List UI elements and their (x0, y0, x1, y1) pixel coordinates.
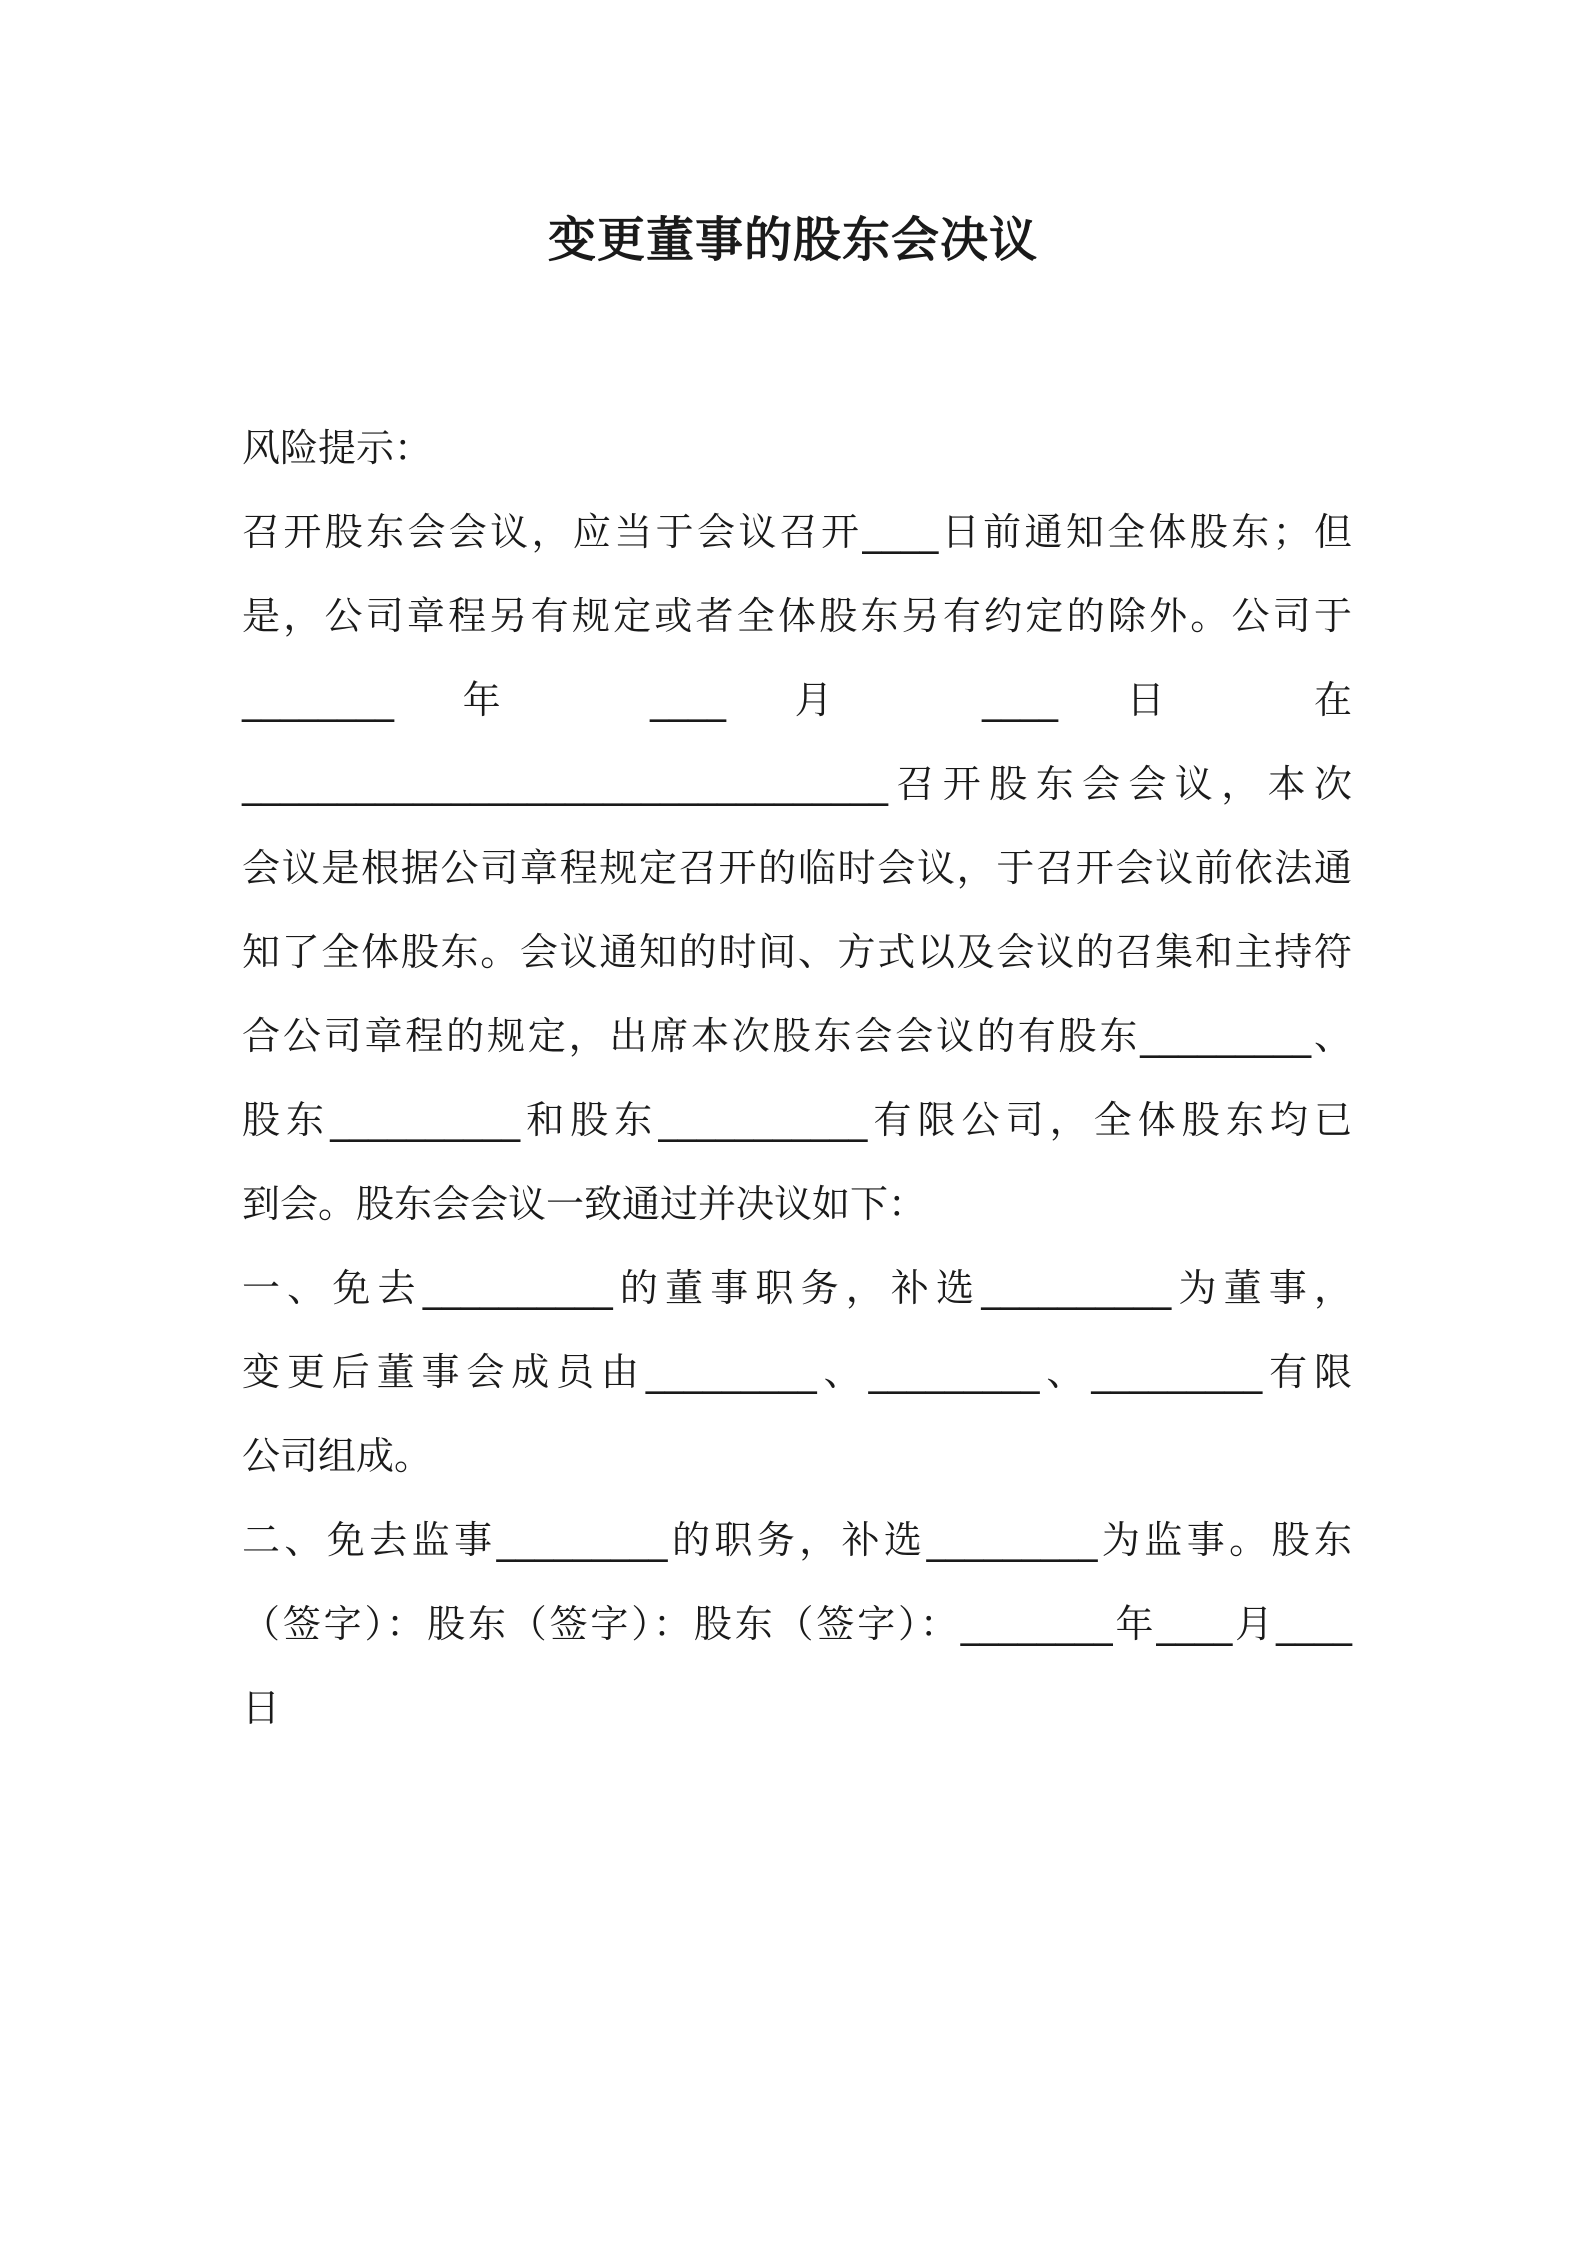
paragraph-line: 变更后董事会成员由_________、_________、_________有限 (242, 1350, 1352, 1394)
resolution-item-1: 一、免去__________的董事职务，补选__________为董事， (242, 1266, 1352, 1310)
document-body (242, 406, 1352, 1750)
paragraph-line: 合公司章程的规定，出席本次股东会会议的有股东_________、 (242, 1014, 1352, 1058)
document-title: 变更董事的股东会决议 (547, 212, 1038, 268)
risk-tip-heading: 风险提示： (242, 426, 433, 470)
paragraph-line: 会议是根据公司章程规定召开的临时会议，于召开会议前依法通 (242, 846, 1352, 890)
paragraph-line: 股东__________和股东___________有限公司，全体股东均已 (242, 1098, 1352, 1142)
resolution-item-2: 二、免去监事_________的职务，补选_________为监事。股东 (242, 1518, 1352, 1562)
paragraph-line: 公司组成。 (242, 1434, 433, 1478)
paragraph-line: 召开股东会会议，应当于会议召开____日前通知全体股东；但 (242, 510, 1352, 554)
paragraph-line: __________________________________召开股东会会议，本次 (242, 762, 1352, 806)
signature-line: （签字）：股东（签字）：股东（签字）：________年____月____ (242, 1602, 1352, 1646)
paragraph-line: 到会。股东会会议一致通过并决议如下： (242, 1182, 927, 1226)
date-line: ________年 ____月 ____日 在 (242, 678, 1352, 722)
paragraph-line: 是，公司章程另有规定或者全体股东另有约定的除外。公司于 (242, 594, 1352, 638)
paragraph-line: 日 (242, 1686, 281, 1730)
paragraph-line: 知了全体股东。会议通知的时间、方式以及会议的召集和主持符 (242, 930, 1352, 974)
